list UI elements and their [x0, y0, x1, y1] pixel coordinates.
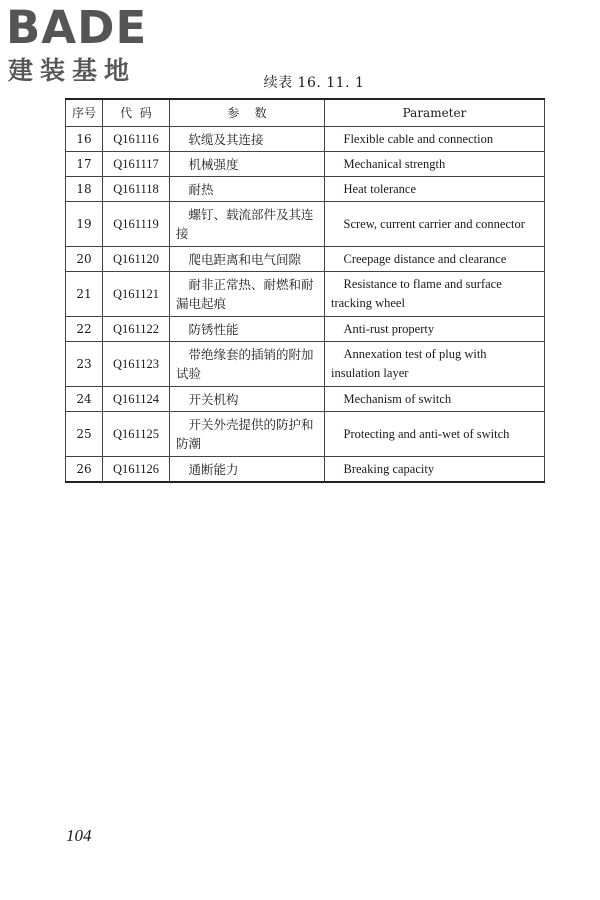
row-code: Q161126 — [103, 457, 170, 483]
row-number: 23 — [66, 342, 103, 387]
row-code: Q161118 — [103, 177, 170, 202]
row-number: 19 — [66, 202, 103, 247]
row-parameter-cn: 机械强度 — [170, 152, 325, 177]
table-header-row — [66, 99, 545, 127]
row-parameter-cn: 开关机构 — [170, 387, 325, 412]
table-title: 续表 16. 11. 1 — [263, 75, 365, 91]
table-row — [66, 247, 545, 272]
table-row — [66, 317, 545, 342]
row-number: 22 — [66, 317, 103, 342]
row-parameter-cn: 防锈性能 — [170, 317, 325, 342]
column-header-param-cn: 参 数 — [170, 99, 325, 127]
row-parameter-en: Mechanical strength — [325, 152, 545, 177]
table-row — [66, 272, 545, 317]
row-code: Q161121 — [103, 272, 170, 317]
table-row — [66, 387, 545, 412]
row-number: 25 — [66, 412, 103, 457]
row-number: 20 — [66, 247, 103, 272]
row-code: Q161125 — [103, 412, 170, 457]
table-row — [66, 152, 545, 177]
row-code: Q161117 — [103, 152, 170, 177]
row-parameter-en: Screw, current carrier and connector — [325, 202, 545, 247]
column-header-param-en: Parameter — [325, 99, 545, 127]
row-parameter-en: Creepage distance and clearance — [325, 247, 545, 272]
page-number: 104 — [66, 826, 92, 845]
row-number: 24 — [66, 387, 103, 412]
row-parameter-en: Protecting and anti-wet of switch — [325, 412, 545, 457]
row-parameter-cn: 耐热 — [170, 177, 325, 202]
row-parameter-en: Mechanism of switch — [325, 387, 545, 412]
table-row — [66, 412, 545, 457]
row-parameter-en: Resistance to flame and surface tracking wheel — [325, 272, 545, 317]
table-row — [66, 202, 545, 247]
row-number: 21 — [66, 272, 103, 317]
parameter-table — [65, 98, 545, 483]
row-number: 26 — [66, 457, 103, 483]
row-parameter-cn: 爬电距离和电气间隙 — [170, 247, 325, 272]
row-parameter-cn: 开关外壳提供的防护和防潮 — [170, 412, 325, 457]
row-parameter-cn: 软缆及其连接 — [170, 127, 325, 152]
column-header-code: 代 码 — [103, 99, 170, 127]
logo-chinese-text: 建装基地 — [8, 56, 137, 85]
table-row — [66, 457, 545, 483]
row-parameter-en: Breaking capacity — [325, 457, 545, 483]
row-number: 18 — [66, 177, 103, 202]
row-number: 17 — [66, 152, 103, 177]
row-parameter-cn: 带绝缘套的插销的附加试验 — [170, 342, 325, 387]
row-parameter-en: Flexible cable and connection — [325, 127, 545, 152]
row-code: Q161122 — [103, 317, 170, 342]
row-code: Q161116 — [103, 127, 170, 152]
row-parameter-en: Annexation test of plug with insulation layer — [325, 342, 545, 387]
row-parameter-cn: 螺钉、载流部件及其连接 — [170, 202, 325, 247]
row-code: Q161120 — [103, 247, 170, 272]
row-parameter-en: Heat tolerance — [325, 177, 545, 202]
row-parameter-cn: 通断能力 — [170, 457, 325, 483]
column-header-no: 序号 — [66, 99, 103, 127]
row-code: Q161123 — [103, 342, 170, 387]
row-code: Q161124 — [103, 387, 170, 412]
logo-wordmark: BADE — [6, 1, 148, 54]
row-code: Q161119 — [103, 202, 170, 247]
row-parameter-cn: 耐非正常热、耐燃和耐漏电起痕 — [170, 272, 325, 317]
table-row — [66, 127, 545, 152]
table-row — [66, 342, 545, 387]
row-number: 16 — [66, 127, 103, 152]
table-row — [66, 177, 545, 202]
row-parameter-en: Anti-rust property — [325, 317, 545, 342]
